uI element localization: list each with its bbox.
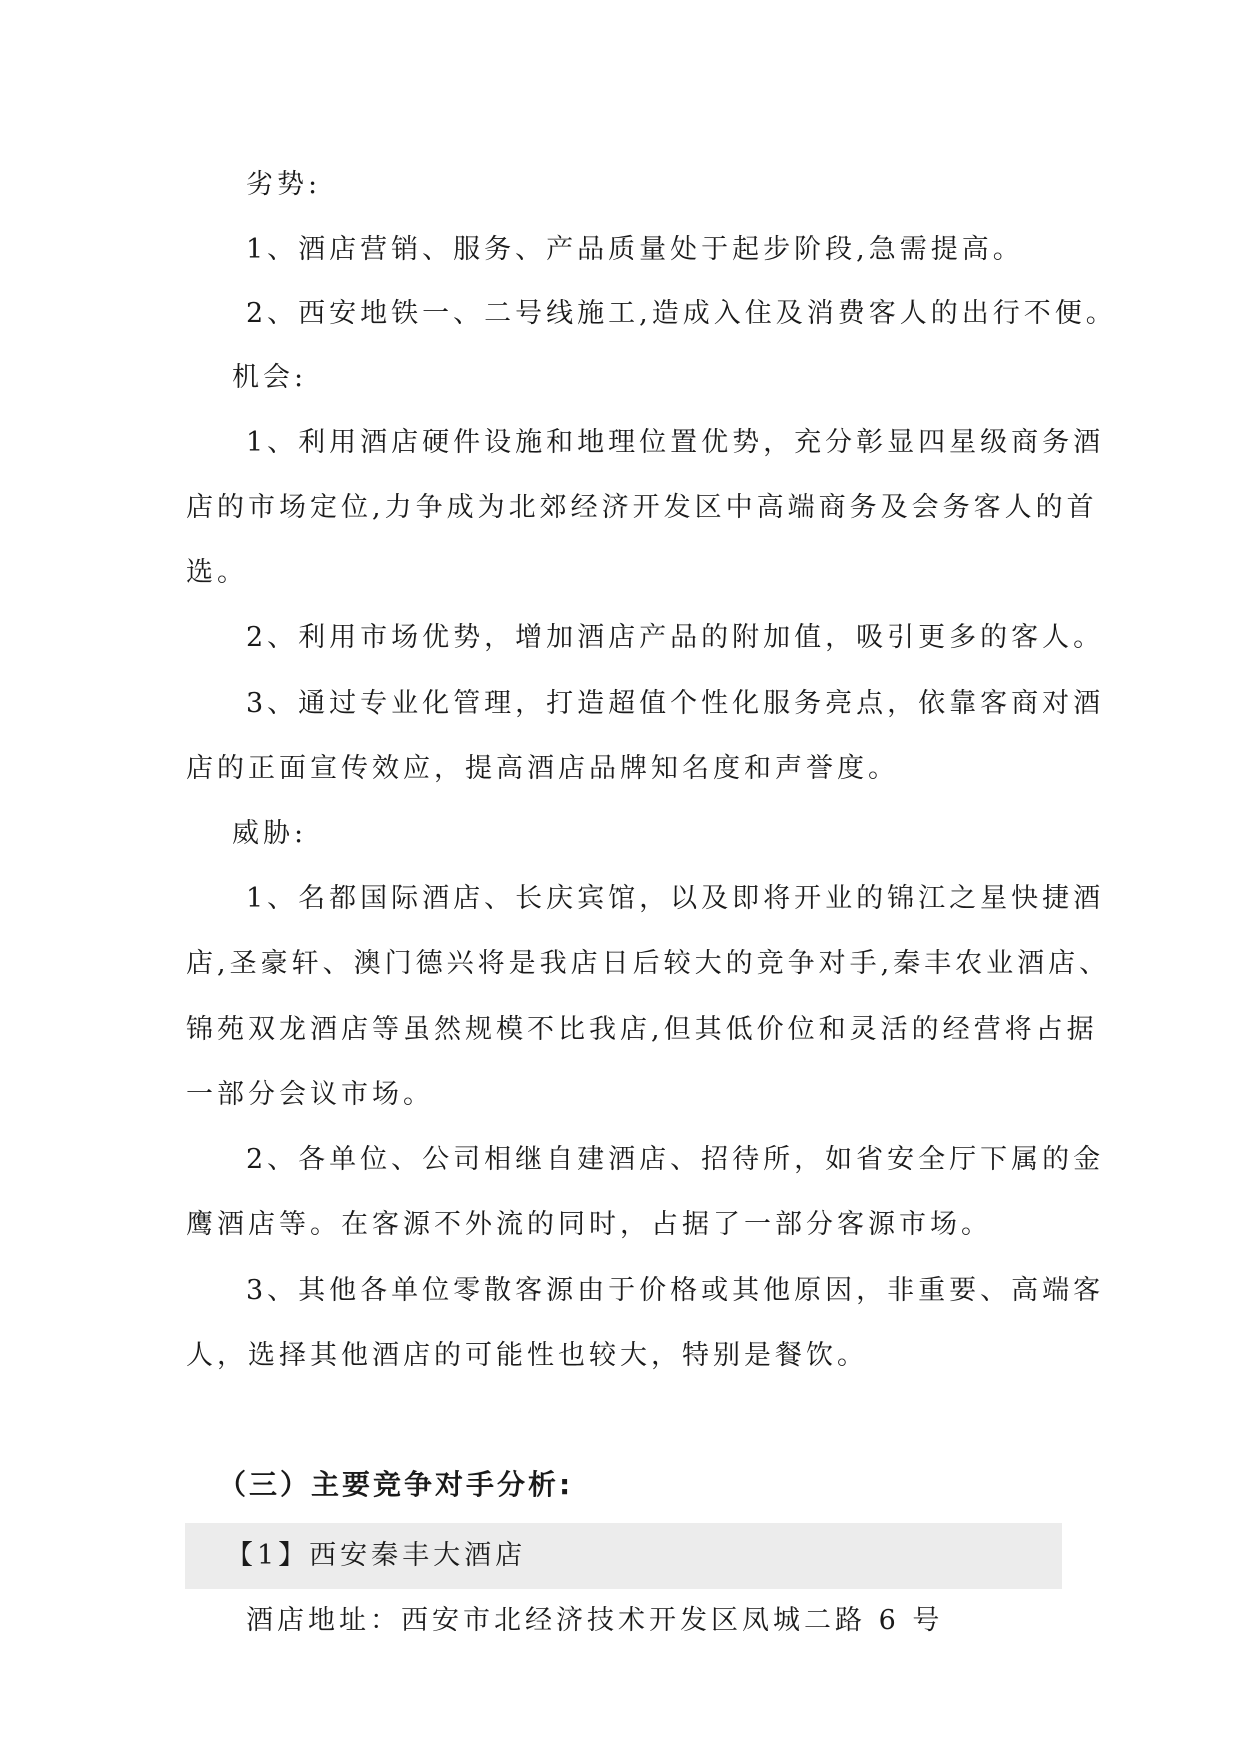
opportunity-item-1-line-1: 1、利用酒店硬件设施和地理位置优势，充分彰显四星级商务酒 [246, 427, 1105, 458]
opportunity-item-3-line-2: 店的正面宣传效应，提高酒店品牌知名度和声誉度。 [186, 753, 899, 784]
opportunity-item-1-line-3: 选。 [186, 557, 248, 588]
threat-item-1-line-2: 店,圣豪轩、澳门德兴将是我店日后较大的竞争对手,秦丰农业酒店、 [186, 948, 1111, 979]
threat-item-3-line-2: 人，选择其他酒店的可能性也较大，特别是餐饮。 [186, 1340, 868, 1371]
threat-item-2-line-2: 鹰酒店等。在客源不外流的同时，占据了一部分客源市场。 [186, 1209, 992, 1240]
opportunity-item-3-line-1: 3、通过专业化管理，打造超值个性化服务亮点，依靠客商对酒 [246, 688, 1105, 719]
opportunity-label: 机会: [232, 362, 308, 393]
threat-item-1-line-3: 锦苑双龙酒店等虽然规模不比我店,但其低价位和灵活的经营将占据 [186, 1014, 1098, 1045]
competitor-1-address: 酒店地址：西安市北经济技术开发区凤城二路 6 号 [246, 1605, 944, 1636]
weakness-item-2: 2、西安地铁一、二号线施工,造成入住及消费客人的出行不便。 [246, 298, 1117, 329]
threat-item-2-line-1: 2、各单位、公司相继自建酒店、招待所，如省安全厅下属的金 [246, 1144, 1105, 1175]
weakness-label: 劣势: [246, 169, 322, 200]
opportunity-item-2: 2、利用市场优势，增加酒店产品的附加值，吸引更多的客人。 [246, 622, 1105, 653]
competitor-analysis-heading: （三）主要竞争对手分析: [218, 1468, 574, 1501]
threat-item-3-line-1: 3、其他各单位零散客源由于价格或其他原因，非重要、高端客 [246, 1275, 1105, 1306]
threat-item-1-line-1: 1、名都国际酒店、长庆宾馆，以及即将开业的锦江之星快捷酒 [246, 883, 1105, 914]
threat-item-1-line-4: 一部分会议市场。 [186, 1079, 434, 1110]
opportunity-item-1-line-2: 店的市场定位,力争成为北郊经济开发区中高端商务及会务客人的首 [186, 492, 1098, 523]
weakness-item-1: 1、酒店营销、服务、产品质量处于起步阶段,急需提高。 [246, 234, 1024, 265]
competitor-1-title: 【1】西安秦丰大酒店 [226, 1540, 527, 1571]
threat-label: 威胁: [232, 818, 308, 849]
